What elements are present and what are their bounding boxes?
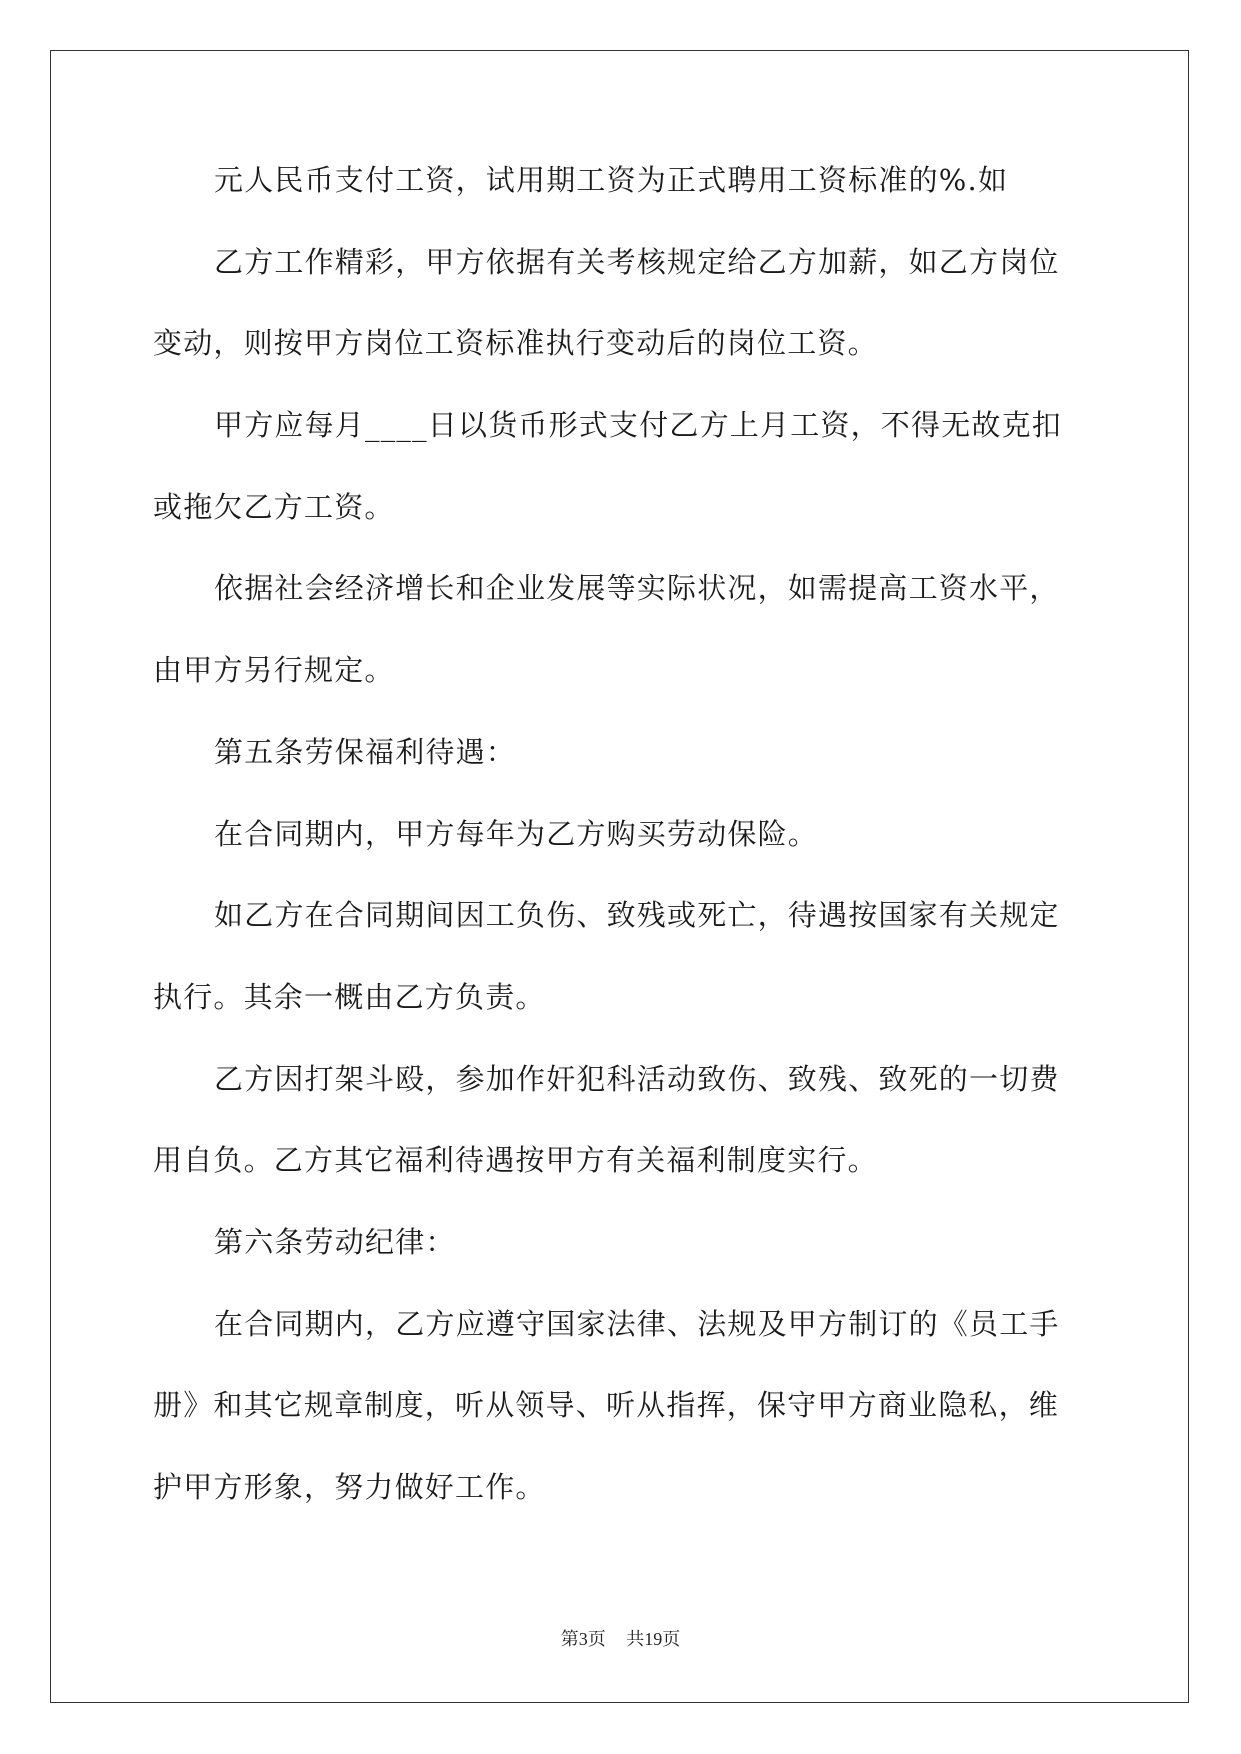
text-line-7: 由甲方另行规定。: [153, 653, 395, 688]
text-line-9: 在合同期内，甲方每年为乙方购买劳动保险。: [214, 816, 819, 851]
document-body: [153, 160, 1088, 1549]
text-line-6: 依据社会经济增长和企业发展等实际状况，如需提高工资水平，: [214, 571, 1060, 606]
text-line-13: 用自负。乙方其它福利待遇按甲方有关福利制度实行。: [153, 1143, 878, 1178]
text-line-4: 甲方应每月____日以货币形式支付乙方上月工资，不得无故克扣: [214, 408, 1063, 443]
text-line-2: 乙方工作精彩，甲方依据有关考核规定给乙方加薪，如乙方岗位: [214, 244, 1060, 279]
section-heading-6: 第六条劳动纪律：: [214, 1224, 456, 1259]
text-line-12: 乙方因打架斗殴，参加作奸犯科活动致伤、致残、致死的一切费: [214, 1061, 1060, 1096]
page-total: 共19页: [626, 1629, 681, 1649]
text-line-11: 执行。其余一概由乙方负责。: [153, 979, 546, 1014]
text-line-5: 或拖欠乙方工资。: [153, 489, 395, 524]
text-line-3: 变动，则按甲方岗位工资标准执行变动后的岗位工资。: [153, 326, 878, 361]
text-line-1: 元人民币支付工资，试用期工资为正式聘用工资标准的%.如: [214, 163, 1009, 197]
text-line-15: 在合同期内，乙方应遵守国家法律、法规及甲方制订的《员工手: [214, 1306, 1060, 1341]
page-number: 第3页: [560, 1629, 606, 1649]
text-line-17: 护甲方形象，努力做好工作。: [153, 1470, 546, 1504]
text-line-16: 册》和其它规章制度，听从领导、听从指挥，保守甲方商业隐私，维: [153, 1388, 1060, 1423]
section-heading-5: 第五条劳保福利待遇：: [214, 734, 517, 769]
text-line-10: 如乙方在合同期间因工负伤、致残或死亡，待遇按国家有关规定: [214, 898, 1060, 933]
page-footer: [0, 1625, 1241, 1651]
